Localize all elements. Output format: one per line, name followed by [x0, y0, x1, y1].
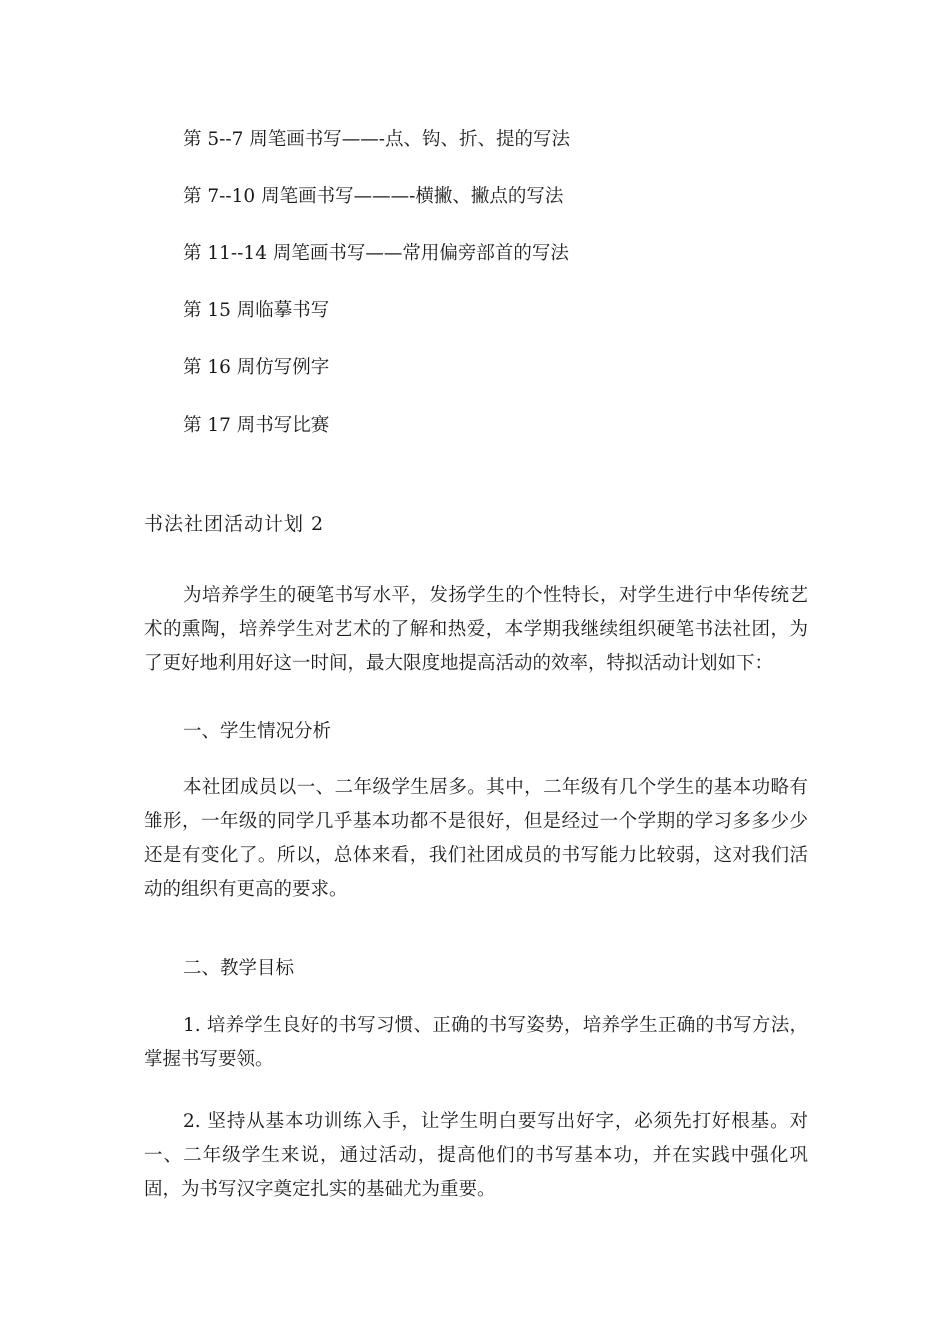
schedule-item: 第 11--14 周笔画书写——常用偏旁部首的写法: [183, 243, 569, 264]
schedule-item: 第 17 周书写比赛: [183, 415, 330, 436]
schedule-item: 第 16 周仿写例字: [183, 357, 330, 378]
schedule-item: 第 5--7 周笔画书写——-点、钩、折、提的写法: [183, 129, 571, 150]
heading-teaching-goals: 二、教学目标: [183, 958, 295, 979]
goal-paragraph-2: 2. 坚持从基本功训练入手，让学生明白要写出好字，必须先打好根基。对一、二年级学生来说，通过活动，提高他们的书写基本功，并在实践中强化巩固，为书写汉字奠定扎实的基础尤为重要。: [144, 1111, 808, 1200]
analysis-paragraph: 本社团成员以一、二年级学生居多。其中，二年级有几个学生的基本功略有雏形，一年级的同学几乎基本功都不是很好，但是经过一个学期的学习多多少少还是有变化了。所以，总体来看，我们社团成员的书写能力比较弱，这对我们活动的组织有更高的要求。: [144, 777, 808, 900]
schedule-item: 第 15 周临摹书写: [183, 300, 330, 321]
heading-student-analysis: 一、学生情况分析: [183, 721, 332, 742]
schedule-item: 第 7--10 周笔画书写———-横撇、撇点的写法: [183, 186, 564, 207]
goal-paragraph-1: 1. 培养学生良好的书写习惯、正确的书写姿势，培养学生正确的书写方法，掌握书写要领。: [144, 1015, 808, 1070]
intro-paragraph: 为培养学生的硬笔书写水平，发扬学生的个性特长，对学生进行中华传统艺术的熏陶，培养学生对艺术的了解和热爱，本学期我继续组织硬笔书法社团，为了更好地利用好这一时间，最大限度地提高活动的效率，特拟活动计划如下：: [144, 585, 808, 674]
section-title: 书法社团活动计划 2: [144, 513, 325, 535]
